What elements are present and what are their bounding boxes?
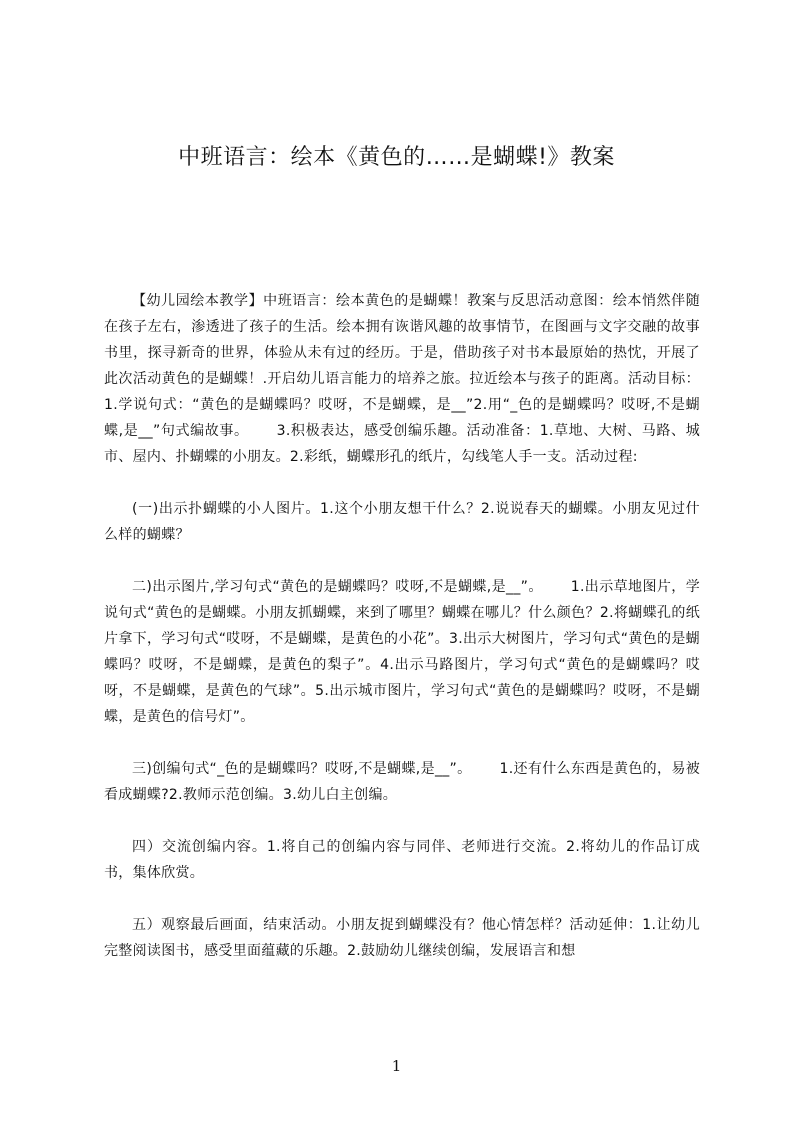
paragraph-intro <box>104 288 700 470</box>
paragraph-step-1-text: (一)出示扑蝴蝶的小人图片。1.这个小朋友想干什么？2.说说春天的蝴蝶。小朋友见过什么样的蝴蝶？ <box>104 501 700 543</box>
page-number: 1 <box>391 1057 402 1075</box>
paragraph-step-5 <box>104 912 700 964</box>
paragraph-step-2-text: 二)出示图片,学习句式“黄色的是蝴蝶吗？哎呀,不是蝴蝶,是__”。 <box>132 579 543 595</box>
document-body <box>104 288 700 990</box>
paragraph-intro-text-continued: 3.积极表达，感受创编乐趣。活动准备：1.草地、大树、马路、城市、屋内、扑蝴蝶的小朋友。2.彩纸，蝴蝶形孔的纸片，勾线笔人手一支。活动过程: <box>104 423 700 465</box>
paragraph-step-3-text-continued: 1.还有什么东西是黄色的，易被看成蝴蝶?2.教师示范创编。3.幼儿白主创编。 <box>104 761 700 803</box>
paragraph-step-4-text: 四）交流创编内容。1.将自己的创编内容与同伴、老师进行交流。2.将幼儿的作品订成书，集体欣赏。 <box>104 839 700 881</box>
paragraph-step-2-text-continued: 1.出示草地图片，学说句式“黄色的是蝴蝶。小朋友抓蝴蝶，来到了哪里？蝴蝶在哪儿？什么颜色？2.将蝴蝶孔的纸片拿下，学习句式“哎呀，不是蝴蝶，是黄色的小花”。3.出示大树图片，学习句式“黄色的是蝴蝶吗？哎呀，不是蝴蝶，是黄色的梨子”。4.出示马路图片，学习句式“黄色的是蝴蝶吗？哎呀，不是蝴蝶，是黄色的气球”。5.出示城市图片，学习句式“黄色的是蝴蝶吗？哎呀，不是蝴蝶，是黄色的信号灯”。 <box>104 579 700 725</box>
paragraph-step-4 <box>104 834 700 886</box>
paragraph-step-2 <box>104 574 700 730</box>
document-title: 中班语言：绘本《黄色的……是蝴蝶!》教案 <box>178 145 615 170</box>
paragraph-step-3-text: 三)创编句式“_色的是蝴蝶吗？哎呀,不是蝴蝶,是__”。 <box>132 761 472 777</box>
paragraph-step-5-text: 五）观察最后画面，结束活动。小朋友捉到蝴蝶没有？他心情怎样？活动延伸：1.让幼儿完整阅读图书，感受里面蕴藏的乐趣。2.鼓励幼儿继续创编，发展语言和想 <box>104 917 700 959</box>
paragraph-step-3 <box>104 756 700 808</box>
paragraph-step-1 <box>104 496 700 548</box>
paragraph-intro-text: 【幼儿园绘本教学】中班语言：绘本黄色的是蝴蝶！教案与反思活动意图：绘本悄然伴随在孩子左右，渗透进了孩子的生活。绘本拥有诙谐风趣的故事情节，在图画与文字交融的故事书里，探寻新奇的世界，体验从未有过的经历。于是，借助孩子对书本最原始的热忱，开展了此次活动黄色的是蝴蝶！.开启幼儿语言能力的培养之旅。拉近绘本与孩子的距离。活动目标：1.学说句式：“黄色的是蝴蝶吗？哎呀，不是蝴蝶，是__”2.用“_色的是蝴蝶吗？哎呀,不是蝴蝶,是__”句式编故事。 <box>104 293 700 439</box>
